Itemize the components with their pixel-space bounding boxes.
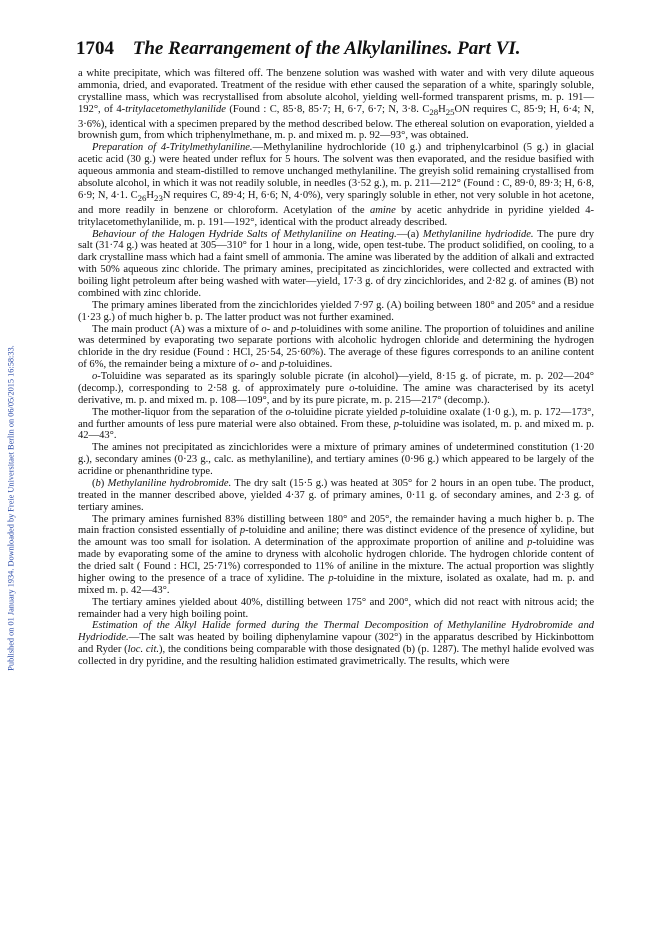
paragraph: Preparation of 4-Tritylmethylaniline.—Methylaniline hydrochloride (10 g.) and triphenylcarbinol (5 g.) in glacial acetic acid (30 g.) were heated under reflux for 5 hours. The solvent was then evaporated, and the residue basified with aqueous ammonia and steam-distilled to remove unchanged methylaniline. The greyish solid remaining crystallised from absolute alcohol, in which it was not readily soluble, in needles (3·52 g.), m. p. 211—212° (Found : C, 89·0, 89·3; H, 6·8, 6·9; N, 4·1. $C_{26}H_{23}N$ requires C, 89·4; H, 6·6; N, 4·0%), very sparingly soluble in ether, not very soluble in hot acetone, and more readily in benzene or chloroform. Acetylation of the amine by acetic anhydride in pyridine yielded 4-tritylacetomethylanilide, m. p. 191—192°, identical with the product already described. xyxy=(78,142,595,228)
page-number: 1704 xyxy=(76,38,114,59)
paragraph: The tertiary amines yielded about 40%, distilling between 175° and 200°, which did not react with nitrous acid; the remainder had a very high boiling point. xyxy=(78,596,594,620)
running-title: The Rearrangement of the Alkylanilines. Part VI. xyxy=(132,38,521,59)
paragraph: o-Toluidine was separated as its sparingly soluble picrate (in alcohol)—yield, 8·15 g. of picrate, m. p. 202—204° (decomp.), corresponding to 2·58 g. of approximately pure o-toluidine. The amine was characterised by its acetyl derivative, m. p. and mixed m. p. 108—109°, and by its pure picrate, m. p. 215—217° (decomp.). xyxy=(78,371,594,406)
paragraph: The amines not precipitated as zincichlorides were a mixture of primary amines of undetermined constitution (1·20 g.), secondary amines (0·23 g., calc. as methylaniline), and tertiary amines (0·96 g.) which appeared to be largely of the acridine or phenanthridine type. xyxy=(78,442,594,478)
paragraph: Estimation of the Alkyl Halide formed during the Thermal Decomposition of Methylaniline Hydrobromide and Hydriodide.—The salt was heated by boiling diphenylamine vapour (302°) in the apparatus described by Hickinbottom and Ryder (loc. cit.), the conditions being comparable with those designated (b) (p. 1287). The methyl halide evolved was collected in dry pyridine, and the resulting halidion estimated gravimetrically. The results, which were xyxy=(78,620,594,668)
paragraph: The primary amines liberated from the zincichlorides yielded 7·97 g. (A) boiling between 180° and 205° and a residue (1·23 g.) of much higher b. p. The latter product was not further examined. xyxy=(78,299,594,323)
download-watermark-text: Published on 01 January 1934. Downloaded by Freie Universitaet Berlin on 06/05/2015 16:58:33. xyxy=(6,345,16,671)
paragraph: (b) Methylaniline hydrobromide. The dry salt (15·5 g.) was heated at 305° for 2 hours in an open tube. The product, treated in the manner described above, yielded 4·37 g. of primary amines, 0·11 g. of secondary amines, and 2·3 g. of tertiary amines. xyxy=(78,477,594,513)
running-header xyxy=(76,38,594,64)
paragraph: The mother-liquor from the separation of the o-toluidine picrate yielded p-toluidine oxalate (1·0 g.), m. p. 172—173°, and further amounts of less pure material were also obtained. From these, p-toluidine was isolated, m. p. and mixed m. p. 42—43°. xyxy=(78,406,595,442)
paragraph: The primary amines furnished 83% distilling between 180° and 205°, the remainder having a much higher b. p. The main fraction consisted essentially of p-toluidine and aniline; there was distinct evidence of the presence of xylidine, but the amount was too small for isolation. A determination of the approximate proportion of aniline and p-toluidine was made by evaporating some of the amine to dryness with alcoholic hydrogen chloride. The hydrogen chloride content of the dried salt ( Found : HCl, 25·71%) corresponded to 11% of aniline in the mixture. The actual proportion was slightly higher owing to the presence of a trace of xylidine. The p-toluidine in the mixture, isolated as oxalate, had m. p. and mixed m. p. 42—43°. xyxy=(78,513,595,596)
paragraph: The main product (A) was a mixture of o- and p-toluidines with some aniline. The proportion of toluidines and aniline was determined by evaporating two separate portions with alcoholic hydrogen chloride and determining the hydrogen chloride in the dry residue (Found : HCl, 25·54, 25·60%). The average of these figures corresponds to an aniline content of 6%, the remainder being a mixture of o- and p-toluidines. xyxy=(78,323,594,371)
paragraph: Behaviour of the Halogen Hydride Salts of Methylaniline on Heating.—(a) Methylaniline hydriodide. The pure dry salt (31·74 g.) was heated at 305—310° for 1 hour in a long, wide, open test-tube. The product solidified, on cooling, to a dark crystalline mass which had a faint smell of ammonia. The amine was liberated by the addition of alkali and extracted with 50% aqueous zinc chloride. The primary amines, precipitated as zincichlorides, were collected and extracted with boiling light petroleum after being washed with water—yield, 17·3 g. of dry zincichlorides, and 2·82 g. of amines (B) not combined with zinc chloride. xyxy=(78,228,595,299)
paragraph: a white precipitate, which was filtered off. The benzene solution was washed with water and with very dilute aqueous ammonia, dried, and evaporated. Treatment of the residue with ether caused the separation of a white, sparingly soluble, crystalline mass, which was recrystallised from absolute alcohol, yielding well-formed transparent prisms, m. p. 191—192°, of 4-tritylacetomethylanilide (Found : C, 85·8, 85·7; H, 6·7, 6·7; N, 3·8. $C_{28}H_{25}ON$ requires C, 85·9; H, 6·4; N, 3·6%), identical with a specimen prepared by the method described below. The ethereal solution on evaporation, yielded a brownish gum, from which triphenylmethane, m. p. and mixed m. p. 92—93°, was obtained. xyxy=(78,68,594,142)
download-watermark xyxy=(2,150,20,866)
body-text xyxy=(78,68,594,668)
